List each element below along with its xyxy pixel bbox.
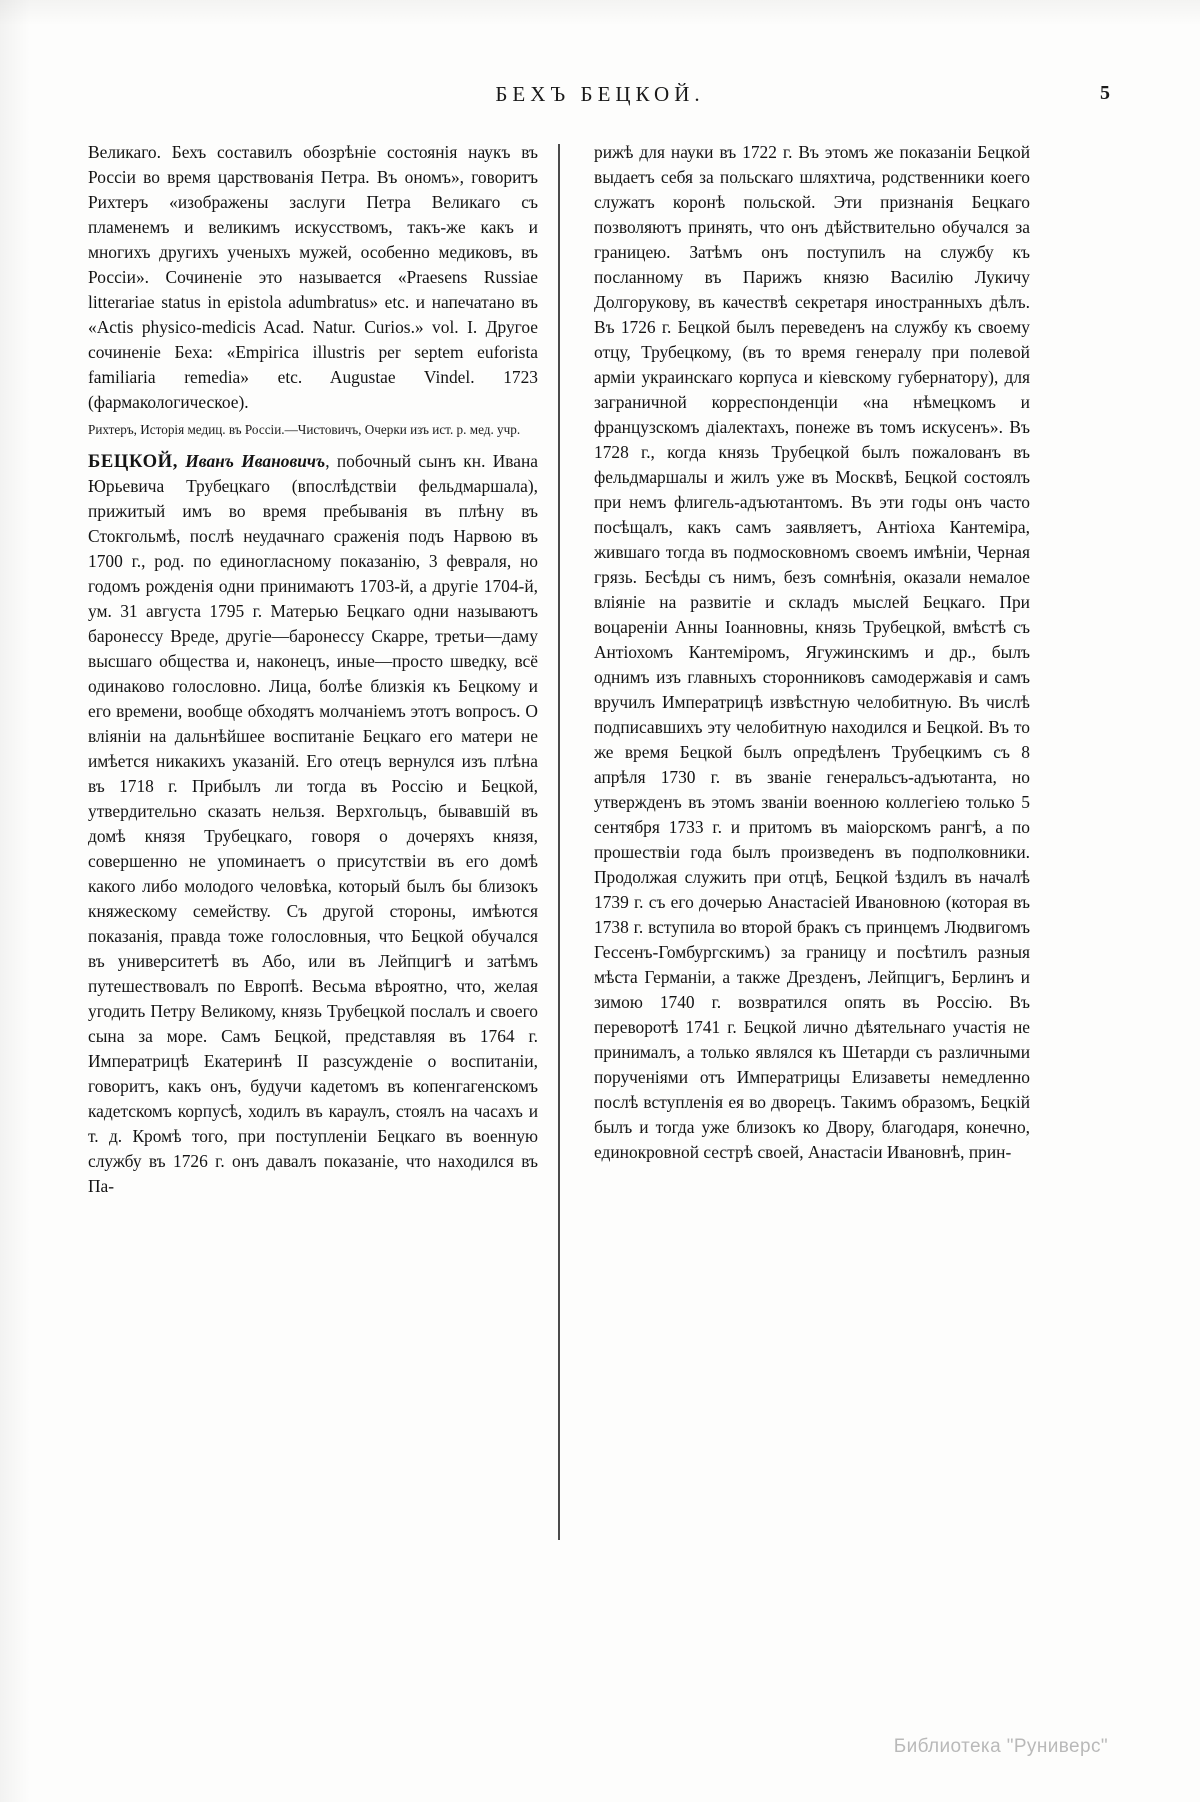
running-title: БЕХЪ БЕЦКОЙ. (495, 82, 705, 106)
left-column (88, 140, 558, 1570)
dictionary-entry (88, 449, 538, 1199)
page-number: 5 (1100, 82, 1110, 104)
entry-patronymic: Иванъ Ивановичъ (185, 451, 326, 471)
page-header (90, 82, 1110, 116)
page-edge-shadow-left (0, 0, 30, 1802)
right-column-paragraph: рижѣ для науки въ 1722 г. Въ этомъ же показаніи Бецкой выдаетъ себя за польскаго шляхтича, родственники коего служатъ коронѣ польской. Эти признанія Бецкаго позволяютъ принять, что онъ дѣйствительно обучался за границею. Затѣмъ онъ поступилъ на службу къ посланному въ Парижъ князю Василію Лукичу Долгорукову, въ качествѣ секретаря иностранныхъ дѣлъ. Въ 1726 г. Бецкой былъ переведенъ на службу къ своему отцу, Трубецкому, (въ то время генералу при полевой арміи украинскаго корпуса и кіевскому губернатору), для заграничной корреспонденціи «на нѣмецкомъ и французскомъ діалектахъ, понеже въ томъ искусенъ». Въ 1728 г., когда князь Трубецкой былъ пожалованъ въ фельдмаршалы и жилъ уже въ Москвѣ, Бецкой состоялъ при немъ флигель-адъютантомъ. Въ эти годы онъ часто посѣщалъ, какъ самъ заявляетъ, Антіоха Кантеміра, жившаго тогда въ подмосковномъ своемъ имѣніи, Черная грязь. Бесѣды съ нимъ, безъ сомнѣнія, оказали немалое вліяніе на развитіе и складъ мыслей Бецкаго. При воцареніи Анны Іоанновны, князь Трубецкой, вмѣстѣ съ Антіохомъ Кантеміромъ, Ягужинскимъ и др., былъ однимъ изъ главныхъ сторонниковъ самодержавія и самъ вручилъ Императрицѣ извѣстную челобитную. Въ числѣ подписавшихъ эту челобитную находился и Бецкой. Въ то же время Бецкой былъ опредѣленъ Трубецкимъ съ 8 апрѣля 1730 г. въ званіе генеральсъ-адъютанта, но утвержденъ въ этомъ званіи военною коллегіею только 5 сентября 1733 г. и притомъ въ маіорскомъ рангѣ, а по прошествіи года былъ произведенъ въ подполковники. Продолжая служить при отцѣ, Бецкой ѣздилъ въ началѣ 1739 г. съ его дочерью Анастасіей Ивановною (которая въ 1738 г. вступила во второй бракъ съ принцемъ Людвигомъ Гессенъ-Гомбургскимъ) за границу и посѣтилъ разныя мѣста Германіи, а также Дрезденъ, Лейпцигъ, Берлинъ и зимою 1740 г. возвратился опять въ Россію. Въ переворотѣ 1741 г. Бецкой лично дѣятельнаго участія не принималъ, а только являлся къ Шетарди съ различными порученіями отъ Императрицы Елизаветы немедленно послѣ вступленія ея во дворецъ. Такимъ образомъ, Бецкій былъ и тогда уже близокъ ко Двору, благодаря, конечно, единокровной сестрѣ своей, Анастасіи Ивановнѣ, прин- (594, 142, 1030, 1162)
continued-paragraph: Великаго. Бехъ составилъ обозрѣніе состоянія наукъ въ Россіи во время царствованія Петра. Въ ономъ», говоритъ Рихтеръ «изображены заслуги Петра Великаго съ пламенемъ и великимъ искусствомъ, такъ-же какъ и многихъ другихъ ученыхъ мужей, особенно медиковъ, въ Россіи». Сочиненіе это называется «Praesens Russiae litterariae status in epistola adumbratus» etc. и напечатано въ «Actis physico-medicis Acad. Natur. Curios.» vol. I. Другое сочиненіе Беха: «Empirica illustris per septem euforista familiaria remedia» etc. Augustae Vindel. 1723 (фармакологическое). (88, 142, 538, 412)
entry-text: , побочный сынъ кн. Ивана Юрьевича Трубецкаго (впослѣдствіи фельдмаршала), прижитый имъ во время пребыванія въ плѣну въ Стокгольмѣ, послѣ неудачнаго сраженія подъ Нарвою въ 1700 г., род. по единогласному показанію, 3 февраля, но годомъ рожденія одни принимаютъ 1703-й, а другіе 1704-й, ум. 31 августа 1795 г. Матерью Бецкаго одни называютъ баронессу Вреде, другіе—баронессу Скарре, третьи—даму высшаго общества и, наконецъ, иные—просто шведку, всё одинаково голословно. Лица, болѣе близкія къ Бецкому и его времени, вообще обходятъ молчаніемъ этотъ вопросъ. О вліяніи на дальнѣйшее воспитаніе Бецкаго его матери не имѣется никакихъ указаній. Его отецъ вернулся изъ плѣна въ 1718 г. Прибылъ ли тогда въ Россію и Бецкой, утвердительно сказать нельзя. Верхгольцъ, бывавшій въ домѣ князя Трубецкаго, говоря о дочеряхъ князя, совершенно не упоминаетъ о присутствіи въ его домѣ какого либо молодого человѣка, который былъ бы близокъ княжескому семейству. Съ другой стороны, имѣются показанія, правда тоже голословныя, что Бецкой обучался въ университетѣ въ Або, или въ Лейпцигѣ и затѣмъ путешествовалъ по Европѣ. Весьма вѣроятно, что, желая угодить Петру Великому, князь Трубецкой послалъ и своего сына за море. Самъ Бецкой, представляя въ 1764 г. Императрицѣ Екатеринѣ II разсужденіе о воспитаніи, говоритъ, какъ онъ, будучи кадетомъ въ копенгагенскомъ кадетскомъ корпусѣ, ходилъ въ караулъ, стоялъ на часахъ и т. д. Кромѣ того, при поступленіи Бецкаго въ военную службу въ 1726 г. онъ давалъ показаніе, что находился въ Па- (88, 451, 538, 1196)
reference-note: Рихтеръ, Исторія медиц. въ Россіи.—Чистовичъ, Очерки изъ ист. р. мед. учр. (88, 422, 521, 437)
entry-name: БЕЦКОЙ, (88, 451, 178, 472)
column-divider-rule (558, 144, 560, 1540)
library-watermark: Библиотека "Руниверс" (893, 1736, 1108, 1757)
right-column (560, 140, 1030, 1570)
two-column-body (88, 140, 1112, 1570)
page-edge-shadow-top (0, 0, 1200, 26)
